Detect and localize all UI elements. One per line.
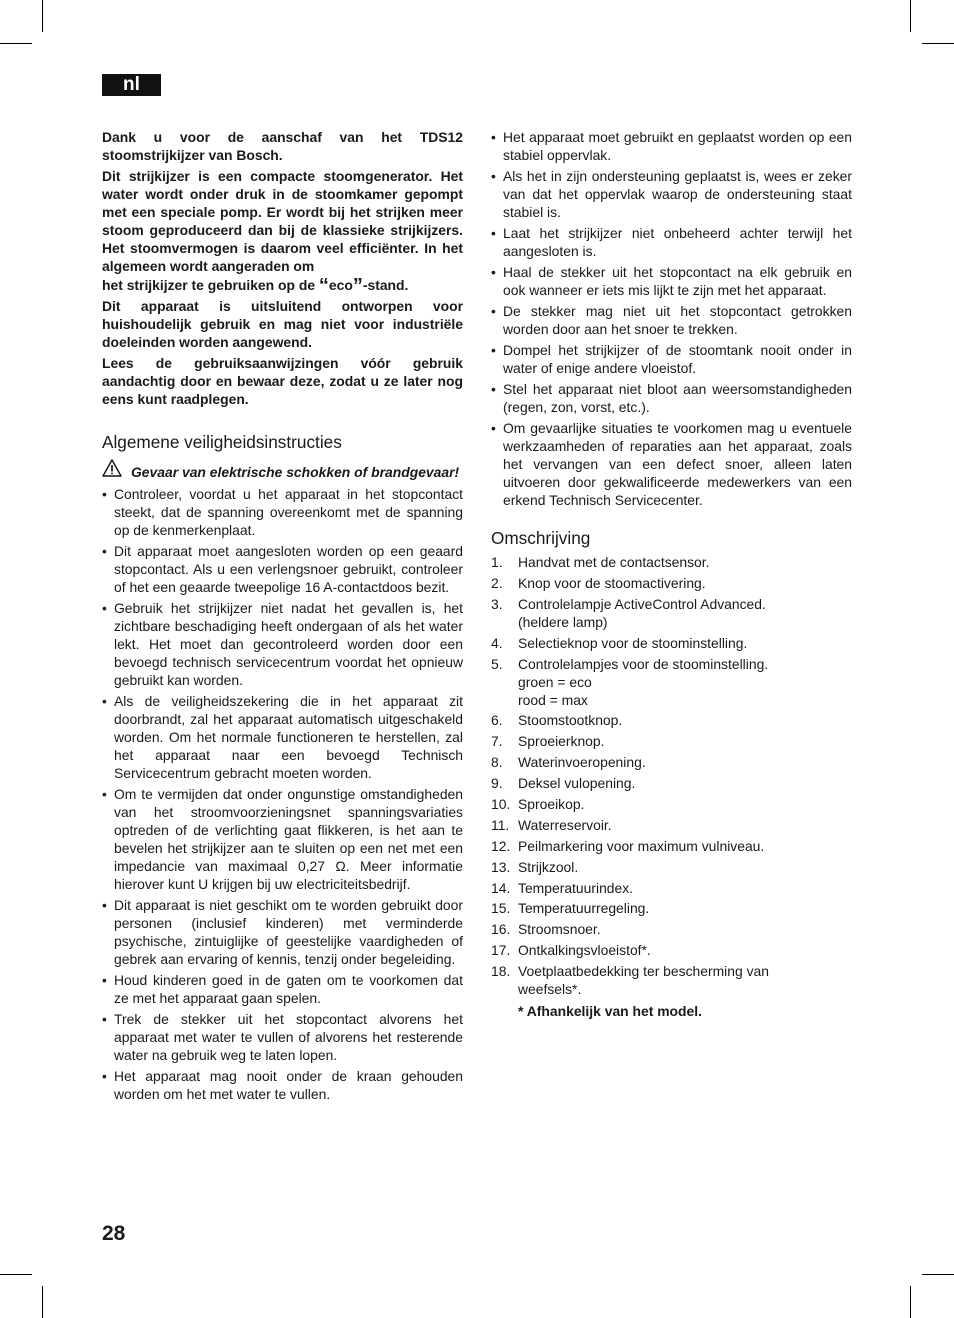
- crop-mark: [42, 1286, 43, 1318]
- warning-triangle-icon: [102, 459, 122, 477]
- item-number: 8.: [491, 754, 503, 771]
- description-item: [491, 962, 852, 998]
- intro-eco-line: [102, 275, 463, 297]
- description-item: [491, 879, 852, 897]
- model-footnote: * Afhankelijk van het model.: [518, 1003, 702, 1020]
- item-text: Peilmarkering voor maximum vulniveau.: [518, 837, 765, 854]
- page-number: 28: [102, 1222, 126, 1245]
- left-column: [102, 128, 463, 1106]
- list-item: • Laat het strijkijzer niet onbeheerd achter terwijl het aangesloten is.: [491, 224, 852, 260]
- description-section-title: Omschrijving: [491, 528, 591, 548]
- item-number: 6.: [491, 712, 503, 729]
- right-column: [491, 128, 852, 1020]
- crop-mark: [922, 43, 954, 44]
- list-item: • Stel het apparaat niet bloot aan weersomstandigheden (regen, zon, vorst, etc.).: [491, 380, 852, 416]
- item-subtext: groen = eco: [518, 673, 592, 690]
- description-item: [491, 655, 852, 709]
- item-number: 7.: [491, 733, 503, 750]
- item-text: Handvat met de contactsensor.: [518, 554, 710, 570]
- item-number: 16.: [491, 921, 511, 938]
- description-item: [491, 732, 852, 750]
- item-number: 1.: [491, 554, 503, 570]
- description-item: [491, 595, 852, 631]
- item-text: Knop voor de stoomactivering.: [518, 574, 706, 591]
- intro-paragraph: Lees de gebruiksaanwijzingen vóór gebruik aandachtig door en bewaar deze, zodat u ze later nog eens kunt raadplegen.: [102, 355, 463, 407]
- item-text: Sproeikop.: [518, 796, 585, 813]
- item-number: 17.: [491, 942, 511, 959]
- list-item: • Het apparaat moet gebruikt en geplaatst worden op een stabiel oppervlak.: [491, 128, 852, 164]
- description-item: [491, 634, 852, 652]
- intro-paragraph: Dit strijkijzer is een compacte stoomgenerator. Het water wordt onder druk in de stoomkamer gepompt met een speciale pomp. Er wordt bij het strijken meer stoom geproduceerd dan bij de klassieke strijkijzers. Het stoomvermogen is daarom veel efficiënter. In het algemeen wordt aangeraden om: [102, 168, 463, 274]
- eco-suffix: -stand.: [362, 277, 409, 293]
- item-text: Stoomstootknop.: [518, 712, 623, 729]
- description-item: [491, 574, 852, 592]
- list-item: • Het apparaat mag nooit onder de kraan gehouden worden om het met water te vullen.: [102, 1067, 463, 1103]
- crop-mark: [0, 1274, 32, 1275]
- item-text: Selectieknop voor de stoominstelling.: [518, 634, 748, 651]
- safety-section-title: Algemene veiligheidsinstructies: [102, 432, 342, 452]
- list-item: • Om gevaarlijke situaties te voorkomen mag u eventuele werkzaamheden of reparaties aan het apparaat, zoals het vervangen van een defect snoer, alleen laten uitvoeren door gekwalificeerde medewerkers van een erkend Technisch Servicecenter.: [491, 419, 852, 509]
- intro-paragraph: Dank u voor de aanschaf van het TDS12 stoomstrijkijzer van Bosch.: [102, 129, 463, 163]
- item-text: Voetplaatbedekking ter bescherming van: [518, 963, 769, 980]
- item-subtext: (heldere lamp): [518, 613, 608, 630]
- safety-list-continued: [491, 128, 852, 509]
- eco-setting-label: [318, 275, 409, 297]
- item-number: 3.: [491, 595, 503, 612]
- list-item: • Dit apparaat is niet geschikt om te worden gebruikt door personen (inclusief kinderen) met verminderde psychische, zintuiglijke of geestelijke vaardigheden of gebrek aan ervaring of kennis, tenzij onder begeleiding.: [102, 896, 463, 968]
- eco-word: eco: [328, 277, 353, 293]
- description-item: [491, 858, 852, 876]
- item-number: 12.: [491, 837, 511, 854]
- item-text: Deksel vulopening.: [518, 775, 636, 792]
- item-number: 9.: [491, 775, 503, 792]
- item-text: Waterreservoir.: [518, 816, 612, 833]
- item-text: Sproeierknop.: [518, 733, 605, 750]
- list-item: • Gebruik het strijkijzer niet nadat het gevallen is, het zichtbare beschadiging heeft ondergaan of als het water lekt. Het moet dan gecontroleerd worden door een bevoegd technisch servicecentrum voordat het opnieuw gebruikt kan worden.: [102, 599, 463, 689]
- list-item: • Trek de stekker uit het stopcontact alvorens het apparaat met water te vullen of alvorens het resterende water na gebruik weg te laten lopen.: [102, 1010, 463, 1064]
- list-item: • Haal de stekker uit het stopcontact na elk gebruik en ook wanneer er iets mis lijkt te zijn met het apparaat.: [491, 263, 852, 299]
- list-item: • Als het in zijn ondersteuning geplaatst is, wees er zeker van dat het oppervlak waarop de ondersteuning staat stabiel is.: [491, 167, 852, 221]
- quote-open: “: [318, 275, 329, 297]
- intro-paragraph: Dit apparaat is uitsluitend ontworpen voor huishoudelijk gebruik en mag niet voor industriële doeleinden worden aangewend.: [102, 298, 463, 350]
- list-item: • Om te vermijden dat onder ongunstige omstandigheden van het stroomvoorzieningsnet spanningsvariaties optreden of de verlichting gaat flikkeren, is het aan te bevelen het strijkijzer aan te sluiten op een net met een impedancie van maximaal 0,27 Ω. Meer informatie hierover kunt U krijgen bij uw electriciteitsbedrijf.: [102, 785, 463, 893]
- item-number: 11.: [491, 816, 510, 833]
- item-text: Controlelampjes voor de stoominstelling.: [518, 655, 769, 672]
- intro-section: [102, 128, 463, 408]
- quote-close: ”: [352, 275, 363, 297]
- item-text: Strijkzool.: [518, 858, 579, 875]
- item-number: 4.: [491, 634, 503, 651]
- item-number: 2.: [491, 574, 503, 591]
- item-number: 18.: [491, 963, 511, 980]
- description-item: [491, 753, 852, 771]
- item-text: Temperatuurregeling.: [518, 900, 650, 917]
- safety-list: [102, 485, 463, 1103]
- warning-text: Gevaar van elektrische schokken of brandgevaar!: [131, 464, 460, 480]
- warning-notice: [102, 463, 463, 481]
- item-number: 15.: [491, 900, 511, 917]
- item-text: Temperatuurindex.: [518, 879, 634, 896]
- description-item: [491, 941, 852, 959]
- item-number: 14.: [491, 879, 511, 896]
- description-item: [491, 920, 852, 938]
- list-item: • Houd kinderen goed in de gaten om te voorkomen dat ze met het apparaat gaan spelen.: [102, 971, 463, 1007]
- list-item: • Als de veiligheidszekering die in het apparaat zit doorbrandt, zal het apparaat automatisch uitgeschakeld worden. Om het normale functioneren te herstellen, zal het apparaat naar een bevoegd Technisch Servicecentrum gebracht moeten worden.: [102, 692, 463, 782]
- item-text: Stroomsnoer.: [518, 921, 601, 938]
- item-number: 10.: [491, 796, 511, 813]
- item-text: Controlelampje ActiveControl Advanced.: [518, 595, 766, 612]
- item-subtext: weefsels*.: [518, 981, 582, 998]
- list-item: • Dompel het strijkijzer of de stoomtank nooit onder in water of enige andere vloeistof.: [491, 341, 852, 377]
- description-item: [491, 816, 852, 834]
- description-list: [491, 553, 852, 998]
- crop-mark: [0, 43, 32, 44]
- description-item: [491, 899, 852, 917]
- crop-mark: [922, 1274, 954, 1275]
- item-number: 5.: [491, 655, 503, 672]
- item-subtext: rood = max: [518, 691, 588, 708]
- item-text: Waterinvoeropening.: [518, 754, 646, 771]
- description-item: [491, 711, 852, 729]
- item-text: Ontkalkingsvloeistof*.: [518, 942, 651, 959]
- description-item: [491, 774, 852, 792]
- crop-mark: [910, 0, 911, 32]
- language-tab: nl: [102, 74, 161, 96]
- item-number: 13.: [491, 858, 511, 875]
- description-item: [491, 837, 852, 855]
- crop-mark: [910, 1286, 911, 1318]
- description-item: [491, 553, 852, 571]
- list-item: • Dit apparaat moet aangesloten worden op een geaard stopcontact. Als u een verlengsnoer gebruikt, controleer of het een geaarde tweepolige 16 A-contactdoos bezit.: [102, 542, 463, 596]
- list-item: • De stekker mag niet uit het stopcontact getrokken worden door aan het snoer te trekken.: [491, 302, 852, 338]
- description-item: [491, 795, 852, 813]
- crop-mark: [42, 0, 43, 32]
- intro-eco-text: het strijkijzer te gebruiken op de: [102, 277, 316, 293]
- list-item: • Controleer, voordat u het apparaat in het stopcontact steekt, dat de spanning overeenkomt met de spanning op de kenmerkenplaat.: [102, 485, 463, 539]
